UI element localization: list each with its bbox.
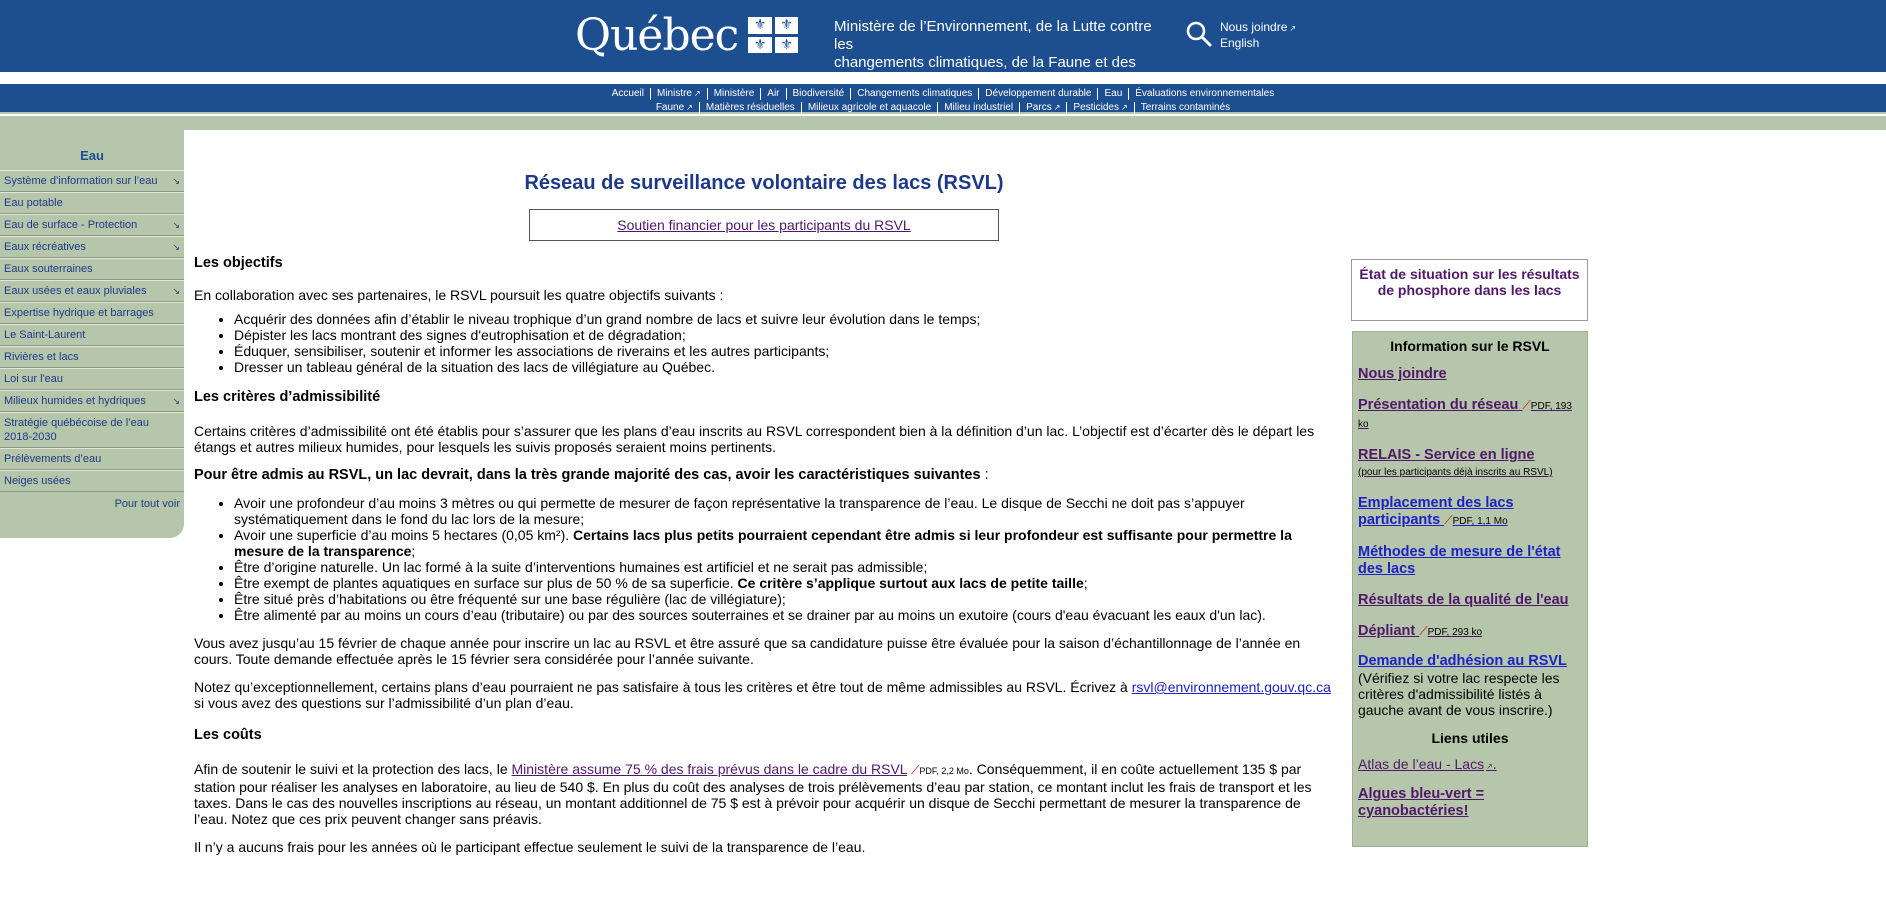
- sidebar-item-label: Neiges usées: [4, 475, 71, 487]
- nav-item-label: Accueil: [611, 88, 644, 99]
- objective-item: • Acquérir des données afin d’établir le niveau trophique d’un grand nombre de lacs et suivre leur évolution dans le temps;: [234, 311, 1334, 327]
- criteria-text: Être exempt de plantes aquatiques en surface sur plus de 50 % de sa superficie.: [234, 575, 738, 591]
- phosphore-box[interactable]: [1351, 259, 1588, 321]
- nav-item-parcs[interactable]: [1020, 102, 1067, 114]
- sidebar-item-label: Milieux humides et hydriques: [4, 395, 146, 407]
- useful-title: Liens utiles: [1431, 730, 1509, 746]
- nav-item-minist-re[interactable]: [708, 88, 762, 100]
- sidebar-item[interactable]: [0, 302, 184, 324]
- nav-item-milieu-industriel[interactable]: [938, 102, 1020, 114]
- exception-paragraph: [194, 679, 1334, 711]
- sidebar-item[interactable]: [0, 412, 184, 448]
- nav-item-label: Milieux agricole et aquacole: [807, 102, 932, 113]
- costs-text-end: . Conséquemment, il en coûte actuellement 135 $ par station pour réaliser les analyses en laboratoire, au lieu de 540 $. En plus du coût des analyses de trois prélèvements d’eau par station, ce montant inclut les frais de transport et les taxes. Dans le cas des nouvelles inscriptions au réseau, un montant additionnel de 75 $ est à prévoir pour acquérir un disque de Secchi permettant de mesurer la transparence de l’eau. Notez que ces prix peuvent changer sans préavis.: [194, 761, 1312, 827]
- criteria-lead-end: :: [980, 467, 989, 483]
- nav-item-pesticides[interactable]: [1067, 102, 1134, 114]
- nav-item-label: Biodiversité: [792, 88, 845, 99]
- sidebar-item[interactable]: [0, 258, 184, 280]
- criteria-text: Être d’origine naturelle. Un lac formé à la suite d’interventions humaines est artificiel et ne serait pas admissible;: [234, 559, 928, 575]
- contact-link[interactable]: Nous joindre ↗: [1220, 20, 1297, 34]
- sidebar-item[interactable]: [0, 448, 184, 470]
- external-link-icon: ↗: [1120, 103, 1128, 112]
- nav-row-2: [0, 102, 1886, 114]
- criteria-item: [234, 607, 1334, 623]
- see-all-link[interactable]: Pour tout voir: [114, 498, 180, 510]
- nav-item-air[interactable]: [761, 88, 786, 100]
- presentation-pdf-size: PDF, 193 ko: [1358, 401, 1572, 430]
- nav-item-d-veloppement-durable[interactable]: [979, 88, 1098, 100]
- main-nav: [0, 84, 1886, 114]
- presentation-label[interactable]: Présentation du réseau: [1358, 397, 1519, 413]
- nav-item-accueil[interactable]: [606, 88, 651, 100]
- nav-item-biodiversit-[interactable]: [787, 88, 852, 100]
- objectives-heading: Les objectifs: [194, 255, 283, 271]
- sidebar-item-label: Eaux récréatives: [4, 241, 86, 253]
- sidebar-item[interactable]: [0, 470, 184, 492]
- exception-text-end: si vous avez des questions sur l’admissibilité d’un plan d’eau.: [194, 695, 574, 711]
- criteria-text: Avoir une superficie d’au moins 5 hectares (0,05 km²).: [234, 527, 574, 543]
- sidebar-items: [0, 170, 184, 492]
- external-link-icon: ↗: [686, 103, 693, 112]
- sidebar-item-label: Loi sur l'eau: [4, 373, 63, 385]
- depliant-link[interactable]: [1358, 623, 1582, 641]
- sidebar: [0, 130, 184, 538]
- pdf-icon: ⟋: [1522, 398, 1531, 412]
- header-divider: [0, 72, 1886, 84]
- nav-item-label: Terrains contaminés: [1140, 102, 1231, 113]
- sidebar-item-label: Eaux souterraines: [4, 263, 93, 275]
- sidebar-item-label: Eau potable: [4, 197, 63, 209]
- criteria-item: [234, 495, 1334, 527]
- info-title: Information sur le RSVL: [1390, 338, 1550, 354]
- objectives-intro: En collaboration avec ses partenaires, le RSVL poursuit les quatre objectifs suivants :: [194, 287, 724, 303]
- email-link[interactable]: rsvl@environnement.gouv.qc.ca: [1131, 679, 1331, 695]
- sidebar-item[interactable]: [0, 280, 184, 302]
- criteria-lead: [194, 467, 1334, 483]
- submenu-arrow-icon[interactable]: ↘: [172, 286, 180, 296]
- criteria-text: Être situé près d’habitations ou être fréquenté sur une base régulière (lac de villégiature);: [234, 591, 786, 607]
- sidebar-title: Eau: [80, 148, 104, 163]
- sidebar-item[interactable]: [0, 324, 184, 346]
- header-links: [1220, 20, 1296, 51]
- objective-item: • Dépister les lacs montrant des signes d'eutrophisation et de dégradation;: [234, 327, 1334, 343]
- submenu-arrow-icon[interactable]: ↘: [172, 396, 180, 406]
- criteria-item: [234, 575, 1334, 591]
- sidebar-item-label: Expertise hydrique et barrages: [4, 307, 154, 319]
- green-band: [0, 116, 1886, 130]
- fleur-de-lis-icon: ⚜ ⚜ ⚜ ⚜: [748, 17, 798, 53]
- objectives-list: [194, 311, 1334, 375]
- exception-text-start: Notez qu’exceptionnellement, certains plans d’eau pourraient ne pas satisfaire à tous les critères et être tout de même admissibles au RSVL. Écrivez à: [194, 679, 1132, 695]
- nav-item-label: Parcs: [1026, 102, 1052, 113]
- atlas-label[interactable]: Atlas de l’eau - Lacs: [1358, 756, 1485, 772]
- submenu-arrow-icon[interactable]: ↘: [172, 220, 180, 230]
- costs-link[interactable]: Ministère assume 75 % des frais prévus dans le cadre du RSVL: [511, 761, 908, 777]
- ministry-line-2: changements climatiques, de la Faune et des: [834, 54, 1136, 71]
- costs-text-start: Afin de soutenir le suivi et la protection des lacs, le: [194, 761, 512, 777]
- sidebar-item-label: Système d’information sur l’eau: [4, 175, 158, 187]
- atlas-link[interactable]: [1358, 756, 1582, 772]
- sidebar-item[interactable]: [0, 368, 184, 390]
- costs-paragraph: [194, 761, 1334, 827]
- logo-wordmark: Québec: [575, 9, 739, 61]
- submenu-arrow-icon[interactable]: ↘: [172, 242, 180, 252]
- emplacement-link[interactable]: [1358, 495, 1582, 530]
- sidebar-item[interactable]: [0, 214, 184, 236]
- nav-item-label: Faune: [655, 102, 685, 113]
- nav-item-label: Ministre: [656, 88, 692, 99]
- nav-item-ministre[interactable]: [651, 88, 708, 100]
- nav-item-label: Air: [767, 88, 780, 99]
- objective-item: • Dresser un tableau général de la situation des lacs de villégiature au Québec.: [234, 359, 1334, 375]
- last-paragraph: Il n’y a aucuns frais pour les années où le participant effectue seulement le suivi de la transparence de l’eau.: [194, 839, 866, 855]
- nav-item-label: Matières résiduelles: [705, 102, 795, 113]
- sidebar-item[interactable]: [0, 346, 184, 368]
- criteria-list: [194, 495, 1334, 623]
- depliant-pdf-size: PDF, 293 ko: [1427, 627, 1483, 638]
- demande-note: (Vérifiez si votre lac respecte les critères d'admissibilité listés à gauche avant de vous inscrire.): [1358, 670, 1560, 718]
- deadline-paragraph: Vous avez jusqu’au 15 février de chaque année pour inscrire un lac au RSVL et être assuré que sa candidature puisse être évaluée pour la saison d’échantillonnage de l’année en cours. Toute demande effectuée après le 15 février sera considérée pour l’année suivante.: [194, 635, 1301, 667]
- quebec-logo[interactable]: [575, 10, 798, 60]
- resultats-link[interactable]: Résultats de la qualité de l'eau: [1358, 592, 1569, 608]
- demande-link[interactable]: Demande d'adhésion au RSVL: [1358, 653, 1567, 669]
- nav-item-label: Eau: [1104, 88, 1123, 99]
- presentation-link[interactable]: [1358, 397, 1582, 433]
- nav-item-milieux-agricole-et-aquacole[interactable]: [802, 102, 938, 114]
- nav-row-1: [0, 88, 1886, 100]
- algues-link[interactable]: Algues bleu-vert = cyanobactéries!: [1358, 786, 1485, 819]
- criteria-item: [234, 591, 1334, 607]
- sidebar-item[interactable]: [0, 390, 184, 412]
- sidebar-item-label: Prélèvements d’eau: [4, 453, 102, 465]
- relais-note: (pour les participants déjà inscrits au RSVL): [1358, 467, 1553, 478]
- top-header: [0, 0, 1886, 72]
- criteria-item: [234, 527, 1334, 559]
- emplacement-label[interactable]: Emplacement des lacs participants: [1358, 495, 1514, 528]
- nav-item-terrains-contamin-s[interactable]: [1135, 102, 1236, 114]
- criteria-text: Être alimenté par au moins un cours d’eau (tributaire) ou par des sources souterraines et se drainer par au moins un exutoire (cours d'eau évacuant les eaux d'un lac).: [234, 607, 1266, 623]
- nav-item-label: Pesticides: [1073, 102, 1119, 113]
- criteria-lead-bold: Pour être admis au RSVL, un lac devrait, dans la très grande majorité des cas, avoir les caractéristiques suivantes: [194, 467, 981, 483]
- nav-item-mati-res-r-siduelles[interactable]: [700, 102, 802, 114]
- nav-item--valuations-environnementales[interactable]: [1129, 88, 1280, 100]
- sidebar-item[interactable]: [0, 170, 184, 192]
- criteria-tail: ;: [411, 543, 416, 559]
- contact-rsvl-link[interactable]: Nous joindre: [1358, 366, 1447, 382]
- funding-link[interactable]: Soutien financier pour les participants du RSVL: [617, 217, 911, 233]
- nav-item-label: Milieu industriel: [944, 102, 1014, 113]
- sidebar-item-label: Eau de surface - Protection: [4, 219, 138, 231]
- costs-heading: Les coûts: [194, 727, 262, 743]
- search-icon[interactable]: [1185, 20, 1213, 48]
- relais-link[interactable]: [1358, 447, 1582, 481]
- pdf-icon: ⟋: [910, 763, 920, 777]
- costs-pdf-size: PDF, 2,2 Mo: [919, 766, 969, 776]
- criteria-bold: Ce critère s’applique surtout aux lacs de petite taille: [737, 575, 1084, 591]
- main-content: [194, 160, 1334, 855]
- submenu-arrow-icon[interactable]: ↘: [172, 176, 180, 186]
- nav-item-label: Évaluations environnementales: [1135, 88, 1275, 99]
- english-link[interactable]: English: [1220, 36, 1260, 50]
- criteria-text: Avoir une profondeur d’au moins 3 mètres ou qui permette de mesurer de façon représentative la transparence de l’eau. Le disque de Secchi ne doit pas s’appuyer systématiquement dans le fond du lac lors de la mesure;: [234, 495, 1245, 527]
- methodes-link[interactable]: Méthodes de mesure de l'état des lacs: [1358, 544, 1561, 577]
- pdf-icon: ⟋: [1444, 513, 1453, 527]
- criteria-tail: ;: [1083, 575, 1088, 591]
- sidebar-item[interactable]: [0, 192, 184, 214]
- funding-box: [529, 209, 999, 241]
- external-link-icon: ↗: [1289, 24, 1297, 33]
- external-link-icon: ↗: [1486, 762, 1493, 771]
- nav-item-eau[interactable]: [1098, 88, 1129, 100]
- external-link-icon: ↗: [694, 89, 701, 98]
- atlas-tail: .: [1492, 756, 1497, 772]
- nav-item-faune[interactable]: [650, 102, 700, 114]
- nav-item-label: Développement durable: [985, 88, 1092, 99]
- depliant-label[interactable]: Dépliant: [1358, 623, 1416, 639]
- ministry-line-1: Ministère de l’Environnement, de la Lutte contre les: [834, 18, 1152, 53]
- page-title: Réseau de surveillance volontaire des lacs (RSVL): [524, 172, 1004, 194]
- nav-item-label: Ministère: [713, 88, 755, 99]
- nav-item-changements-climatiques[interactable]: [851, 88, 979, 100]
- relais-label[interactable]: RELAIS - Service en ligne: [1358, 447, 1535, 463]
- objective-item: • Éduquer, sensibiliser, soutenir et informer les associations de riverains et les autres participants;: [234, 343, 1334, 359]
- criteria-bold: Certains lacs plus petits pourraient cependant être admis si leur profondeur est suffisante pour permettre la mesure de la transparence: [234, 527, 1292, 559]
- info-box: [1352, 331, 1588, 847]
- external-link-icon: ↗: [1053, 103, 1061, 112]
- sidebar-item-label: Eaux usées et eaux pluviales: [4, 285, 147, 297]
- sidebar-item[interactable]: [0, 236, 184, 258]
- criteria-heading: Les critères d’admissibilité: [194, 389, 381, 405]
- criteria-item: [234, 559, 1334, 575]
- sidebar-item-label: Rivières et lacs: [4, 351, 79, 363]
- pdf-icon: ⟋: [1419, 624, 1428, 638]
- content-card-corner: [184, 130, 214, 160]
- criteria-intro: Certains critères d’admissibilité ont été établis pour s’assurer que les plans d’eau inscrits au RSVL correspondent bien à la définition d’un lac. L’objectif est d’écarter dès le départ les étangs et autres milieux humides, pour lesquels les suivis proposés seraient moins pertinents.: [194, 423, 1315, 455]
- nav-item-label: Changements climatiques: [857, 88, 973, 99]
- sidebar-item-label: Le Saint-Laurent: [4, 329, 86, 341]
- phosphore-link[interactable]: État de situation sur les résultats de phosphore dans les lacs: [1359, 266, 1580, 298]
- sidebar-item-label: Stratégie québécoise de l’eau 2018-2030: [4, 417, 149, 443]
- emplacement-pdf-size: PDF, 1,1 Mo: [1452, 516, 1508, 527]
